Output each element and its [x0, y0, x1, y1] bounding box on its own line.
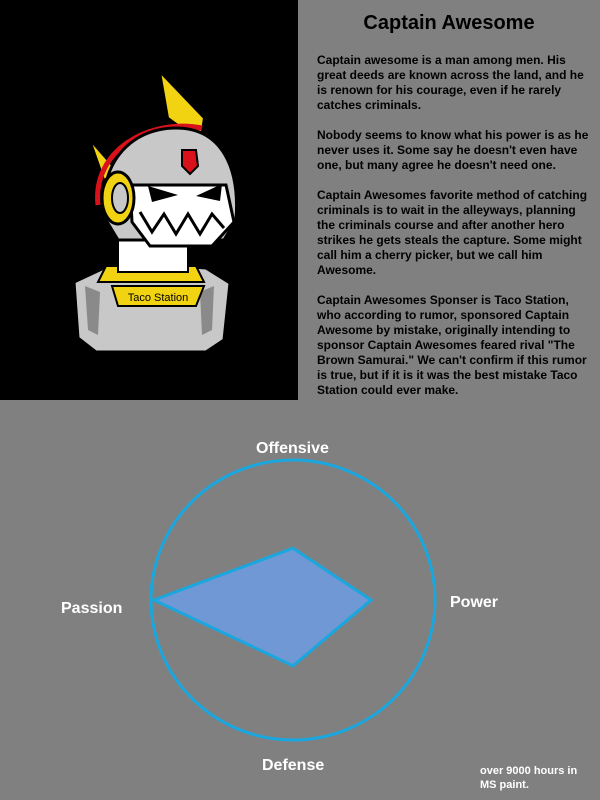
bio-paragraph: Captain Awesomes favorite method of catching criminals is to wait in the alleyways, planning the criminals course and after another hero strikes he gets steals the capture. Some might call him a cherry picker, but we call him Awesome.: [317, 188, 588, 277]
ear-piece-inner: [112, 183, 128, 213]
stat-label-offensive: Offensive: [256, 440, 329, 457]
bio-paragraph: Nobody seems to know what his power is as he never uses it. Some say he doesn't even have one, but many agree he doesn't need one.: [317, 128, 589, 172]
bio-panel: [298, 0, 600, 400]
chest-plate-text: Taco Station: [127, 292, 189, 304]
page-title: Captain Awesome: [363, 12, 535, 34]
credit-text: over 9000 hours in MS paint.: [480, 765, 578, 791]
stat-label-defense: Defense: [262, 757, 325, 774]
stat-label-power: Power: [450, 594, 499, 611]
portrait-panel: [0, 0, 298, 400]
captain-awesome-portrait: [0, 0, 298, 400]
stat-polygon: [154, 548, 371, 666]
bio-paragraph: Captain Awesomes Sponser is Taco Station, who according to rumor, sponsored Captain Awesome by mistake, originally intending to sponsor Captain Awesomes feared rival "The Brown Samurai." We can't confirm if this rumor is true, but if it is it was the best mistake Taco Station could ever make.: [317, 293, 587, 397]
stat-label-passion: Passion: [61, 600, 123, 617]
bio-paragraph: Captain awesome is a man among men. His great deeds are known across the land, and he is renown for his courage, even if he rarely catches criminals.: [317, 53, 584, 112]
